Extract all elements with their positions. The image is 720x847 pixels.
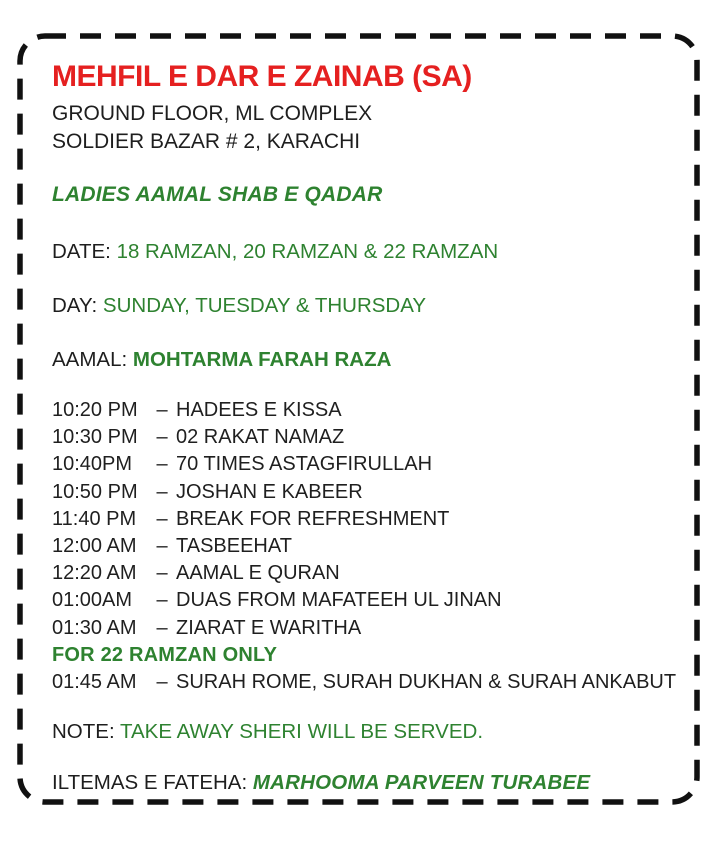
schedule-activity: HADEES E KISSA	[176, 399, 342, 421]
schedule-dash: –	[156, 589, 168, 612]
schedule-activity: TASBEEHAT	[176, 535, 292, 558]
aamal-label: AAMAL:	[52, 348, 128, 371]
schedule-dash: –	[156, 480, 168, 503]
schedule-time: 10:30 PM	[52, 426, 138, 449]
schedule-row	[52, 615, 682, 642]
schedule-row	[52, 533, 682, 560]
schedule-time: 01:30 AM	[52, 616, 137, 639]
note-value: TAKE AWAY SHERI WILL BE SERVED.	[119, 720, 484, 744]
note-label: NOTE:	[52, 720, 115, 744]
schedule-activity: DUAS FROM MAFATEEH UL JINAN	[176, 589, 502, 612]
schedule-time: 12:20 AM	[52, 562, 137, 585]
schedule-activity: 02 RAKAT NAMAZ	[176, 426, 345, 449]
flyer-card	[17, 33, 700, 805]
date-value: 18 RAMZAN, 20 RAMZAN & 22 RAMZAN	[116, 240, 499, 263]
aamal-row	[52, 346, 682, 373]
schedule-time: 10:50 PM	[52, 480, 138, 503]
fateha-value: MARHOOMA PARVEEN TURABEE	[252, 771, 591, 795]
schedule-time: 01:45 AM	[52, 671, 137, 694]
schedule-time: 01:00AM	[52, 589, 133, 612]
schedule-time: 10:40PM	[52, 453, 133, 476]
schedule-activity: JOSHAN E KABEER	[176, 480, 363, 503]
schedule-dash: –	[156, 426, 168, 449]
schedule-time: 12:00 AM	[52, 535, 137, 558]
schedule-dash: –	[156, 453, 168, 476]
schedule-row	[52, 506, 682, 533]
schedule-list	[52, 397, 682, 696]
event-subtitle: LADIES AAMAL SHAB E QADAR	[52, 183, 383, 206]
schedule-activity: 70 TIMES ASTAGFIRULLAH	[176, 453, 433, 476]
schedule-dash: –	[156, 616, 168, 639]
schedule-row-special	[52, 669, 682, 696]
flyer-content	[52, 60, 682, 796]
day-value: SUNDAY, TUESDAY & THURSDAY	[102, 294, 427, 317]
day-label: DAY:	[52, 294, 98, 317]
schedule-row	[52, 397, 682, 424]
schedule-row	[52, 479, 682, 506]
page-title: MEHFIL E DAR E ZAINAB (SA)	[52, 60, 472, 93]
schedule-row	[52, 587, 682, 614]
schedule-dash: –	[156, 671, 168, 694]
schedule-time: 10:20 PM	[52, 399, 138, 421]
schedule-dash: –	[156, 507, 168, 530]
schedule-row	[52, 560, 682, 587]
schedule-activity: AAMAL E QURAN	[176, 562, 340, 585]
note-row	[52, 718, 682, 745]
schedule-activity: ZIARAT E WARITHA	[176, 616, 362, 639]
day-row	[52, 292, 682, 319]
fateha-label: ILTEMAS E FATEHA:	[52, 771, 248, 795]
date-row	[52, 238, 682, 265]
schedule-activity: BREAK FOR REFRESHMENT	[176, 507, 450, 530]
address-line-2: SOLDIER BAZAR # 2, KARACHI	[52, 130, 361, 153]
schedule-dash: –	[156, 399, 168, 421]
schedule-time: 11:40 PM	[52, 507, 137, 530]
special-heading: FOR 22 RAMZAN ONLY	[52, 643, 278, 666]
schedule-dash: –	[156, 535, 168, 558]
schedule-row	[52, 451, 682, 478]
schedule-activity: SURAH ROME, SURAH DUKHAN & SURAH ANKABUT	[176, 671, 677, 694]
aamal-value: MOHTARMA FARAH RAZA	[132, 348, 392, 371]
schedule-dash: –	[156, 562, 168, 585]
address-line-1: GROUND FLOOR, ML COMPLEX	[52, 102, 373, 125]
fateha-row	[52, 769, 682, 796]
schedule-row	[52, 424, 682, 451]
date-label: DATE:	[52, 240, 111, 263]
